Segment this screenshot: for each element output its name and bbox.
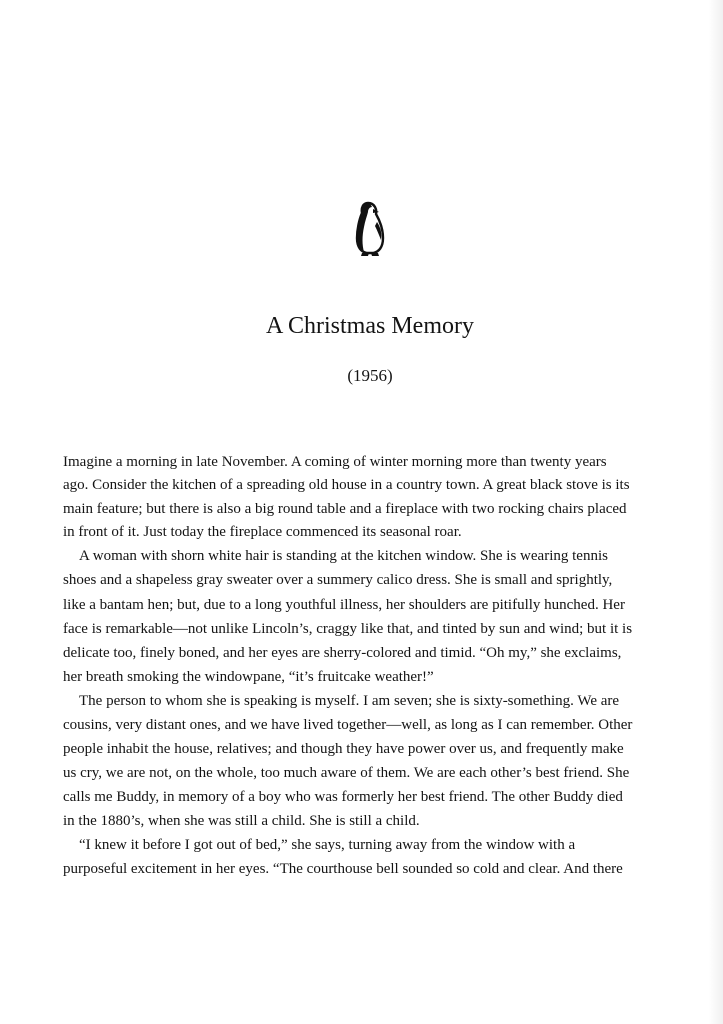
- text-line: like a bantam hen; but, due to a long youthful illness, her shoulders are pitifully hunched. Her: [63, 597, 625, 613]
- text-line: in front of it. Just today the fireplace commenced its seasonal roar.: [63, 524, 462, 540]
- text-line: her breath smoking the windowpane, “it’s fruitcake weather!”: [63, 669, 434, 685]
- chapter-year: (1956): [347, 366, 393, 385]
- chapter-title: A Christmas Memory: [266, 313, 474, 339]
- text-line: cousins, very distant ones, and we have lived together—well, as long as I can remember. Other: [63, 717, 633, 733]
- text-line: Imagine a morning in late November. A coming of winter morning more than twenty years: [63, 454, 607, 470]
- text-line: “I knew it before I got out of bed,” she says, turning away from the window with a: [79, 837, 576, 853]
- text-line: main feature; but there is also a big round table and a fireplace with two rocking chairs placed: [63, 501, 627, 517]
- text-line: us cry, we are not, on the whole, too much aware of them. We are each other’s best friend. She: [63, 765, 630, 781]
- text-line: face is remarkable—not unlike Lincoln’s, craggy like that, and tinted by sun and wind; but it is: [63, 621, 633, 637]
- text-line: shoes and a shapeless gray sweater over a summery calico dress. She is small and sprightly,: [63, 572, 613, 588]
- text-line: people inhabit the house, relatives; and though they have power over us, and frequently make: [63, 741, 624, 757]
- text-line: The person to whom she is speaking is myself. I am seven; she is sixty-something. We are: [79, 693, 620, 709]
- text-line: calls me Buddy, in memory of a boy who was formerly her best friend. The other Buddy died: [63, 789, 623, 805]
- text-line: delicate too, finely boned, and her eyes are sherry-colored and timid. “Oh my,” she exclaims,: [63, 645, 622, 661]
- text-line: A woman with shorn white hair is standing at the kitchen window. She is wearing tennis: [79, 548, 608, 564]
- page-edge-shadow: [709, 0, 723, 1024]
- text-line: ago. Consider the kitchen of a spreading old house in a country town. A great black stove is its: [63, 477, 630, 493]
- text-line: in the 1880’s, when she was still a child. She is still a child.: [63, 813, 420, 829]
- text-line: purposeful excitement in her eyes. “The courthouse bell sounded so cold and clear. And there: [63, 861, 623, 877]
- penguin-icon: [353, 200, 387, 258]
